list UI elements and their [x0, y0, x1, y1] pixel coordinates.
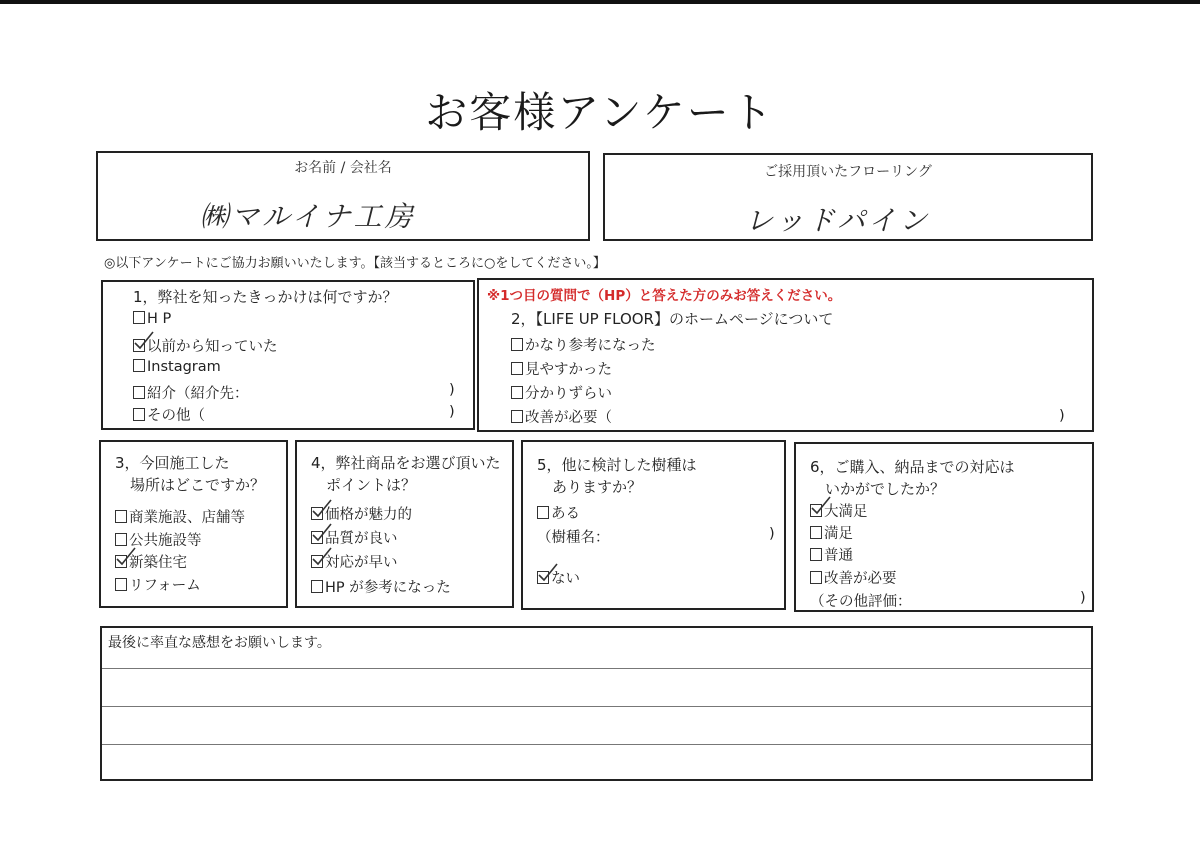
comments-label: 最後に率直な感想をお願いします。 — [108, 635, 331, 651]
q1-option-label: 紹介（紹介先： — [147, 386, 249, 402]
q1-option-label: H P — [147, 311, 172, 327]
question-1-box — [101, 280, 475, 430]
checkbox[interactable] — [511, 410, 523, 423]
q4-option-label: HP が参考になった — [325, 580, 451, 596]
name-company-box — [96, 151, 590, 241]
page-title: お客様アンケート — [425, 88, 775, 137]
q2-note: ※1つ目の質問で（HP）と答えた方のみお答えください。 — [487, 288, 842, 304]
q2-option-label: かなり参考になった — [525, 338, 656, 354]
q2-option[interactable] — [511, 334, 656, 355]
checkbox[interactable] — [511, 386, 523, 399]
q1-option[interactable] — [133, 311, 171, 327]
checkmark-icon — [133, 330, 155, 352]
question-4-box — [295, 440, 514, 608]
q6-other-label: （その他評価： — [810, 594, 912, 610]
flooring-label: ご採用頂いたフローリング — [764, 164, 932, 180]
q5-option-label: ない — [551, 571, 580, 587]
question-4-title: 4，弊社商品をお選び頂いた ポイントは？ — [311, 454, 501, 494]
comment-line — [102, 668, 1091, 669]
q6-option-label: 普通 — [824, 548, 853, 564]
checkbox-checked[interactable] — [133, 339, 145, 352]
q4-option[interactable] — [311, 527, 398, 548]
q1-option[interactable] — [133, 359, 221, 375]
checkmark-icon — [311, 498, 333, 520]
q2-option-label: 見やすかった — [525, 362, 612, 378]
checkbox-checked[interactable] — [311, 507, 323, 520]
q3-option-label: 公共施設等 — [129, 533, 202, 549]
q2-paren-close: ) — [1059, 408, 1065, 424]
q4-option-label: 品質が良い — [325, 531, 398, 547]
q6-option[interactable] — [810, 544, 853, 565]
checkmark-icon — [537, 562, 559, 584]
question-3-title: 3，今回施工した 場所はどこですか？ — [115, 454, 266, 494]
checkbox[interactable] — [133, 311, 145, 324]
question-2-title: 2，【LIFE UP FLOOR】のホームページについて — [511, 310, 834, 328]
q4-option-label: 価格が魅力的 — [325, 507, 412, 523]
q1-paren-close: ) — [449, 382, 455, 398]
question-5-box — [521, 440, 786, 610]
q3-option[interactable] — [115, 574, 201, 595]
q1-paren-close: ) — [449, 404, 455, 420]
q6-option[interactable] — [810, 567, 897, 588]
q5-option[interactable] — [537, 567, 580, 588]
q6-paren-close: ) — [1080, 590, 1086, 606]
question-6-title: 6，ご購入、納品までの対応は いかがでしたか？ — [810, 458, 1015, 498]
checkbox-checked[interactable] — [311, 555, 323, 568]
q3-option-label: 商業施設、店舗等 — [129, 510, 245, 526]
checkbox[interactable] — [133, 359, 145, 372]
q3-option[interactable] — [115, 551, 187, 572]
checkbox[interactable] — [133, 408, 145, 421]
checkbox[interactable] — [511, 338, 523, 351]
q1-option[interactable] — [133, 335, 278, 356]
checkbox-checked[interactable] — [115, 555, 127, 568]
q6-option-label: 満足 — [824, 526, 853, 542]
checkbox[interactable] — [810, 526, 822, 539]
checkbox[interactable] — [537, 506, 549, 519]
q5-species-label: （樹種名： — [537, 530, 610, 546]
q6-option[interactable] — [810, 522, 853, 543]
checkbox[interactable] — [133, 386, 145, 399]
q6-option-label: 大満足 — [824, 504, 868, 520]
q1-option-label: Instagram — [147, 359, 221, 375]
instruction-text: ◎以下アンケートにご協力お願いいたします。【該当するところに○をしてください。】 — [104, 256, 606, 271]
comments-box[interactable] — [100, 626, 1093, 781]
comment-line — [102, 744, 1091, 745]
q2-option-label: 改善が必要（ — [525, 410, 612, 426]
q2-option[interactable] — [511, 382, 612, 403]
q1-option[interactable] — [133, 404, 205, 425]
q3-option-label: 新築住宅 — [129, 555, 187, 571]
q3-option[interactable] — [115, 506, 245, 527]
checkbox-checked[interactable] — [311, 531, 323, 544]
q4-option[interactable] — [311, 551, 398, 572]
checkbox-checked[interactable] — [537, 571, 549, 584]
checkbox[interactable] — [115, 510, 127, 523]
q5-option-label: ある — [551, 506, 580, 522]
q4-option[interactable] — [311, 576, 451, 597]
flooring-value: レッドパイン — [745, 204, 931, 237]
checkmark-icon — [810, 495, 832, 517]
checkbox[interactable] — [810, 571, 822, 584]
q6-option[interactable] — [810, 500, 868, 521]
checkmark-icon — [311, 522, 333, 544]
name-company-value: ㈱マルイナ工房 — [200, 200, 416, 233]
name-company-label: お名前 / 会社名 — [294, 160, 392, 176]
q4-option-label: 対応が早い — [325, 555, 398, 571]
q6-option-label: 改善が必要 — [824, 571, 897, 587]
checkbox[interactable] — [810, 548, 822, 561]
question-6-box — [794, 442, 1094, 612]
scan-top-edge — [0, 0, 1200, 4]
q1-option-label: 以前から知っていた — [147, 339, 278, 355]
question-1-title: 1，弊社を知ったきっかけは何ですか？ — [133, 288, 398, 306]
checkbox[interactable] — [115, 533, 127, 546]
q4-option[interactable] — [311, 503, 412, 524]
q2-option[interactable] — [511, 406, 612, 427]
checkmark-icon — [311, 546, 333, 568]
q5-option[interactable] — [537, 502, 580, 523]
checkbox-checked[interactable] — [810, 504, 822, 517]
comment-line — [102, 706, 1091, 707]
checkbox[interactable] — [311, 580, 323, 593]
checkmark-icon — [115, 546, 137, 568]
checkbox[interactable] — [511, 362, 523, 375]
q1-option[interactable] — [133, 382, 249, 403]
question-5-title: 5，他に検討した樹種は ありますか？ — [537, 456, 697, 496]
flooring-box — [603, 153, 1093, 241]
q3-option-label: リフォーム — [129, 578, 201, 594]
checkbox[interactable] — [115, 578, 127, 591]
q1-option-label: その他（ — [147, 408, 205, 424]
q5-paren-close: ) — [769, 526, 775, 542]
question-2-box — [477, 278, 1094, 432]
question-3-box — [99, 440, 288, 608]
q2-option-label: 分かりずらい — [525, 386, 612, 402]
q2-option[interactable] — [511, 358, 612, 379]
